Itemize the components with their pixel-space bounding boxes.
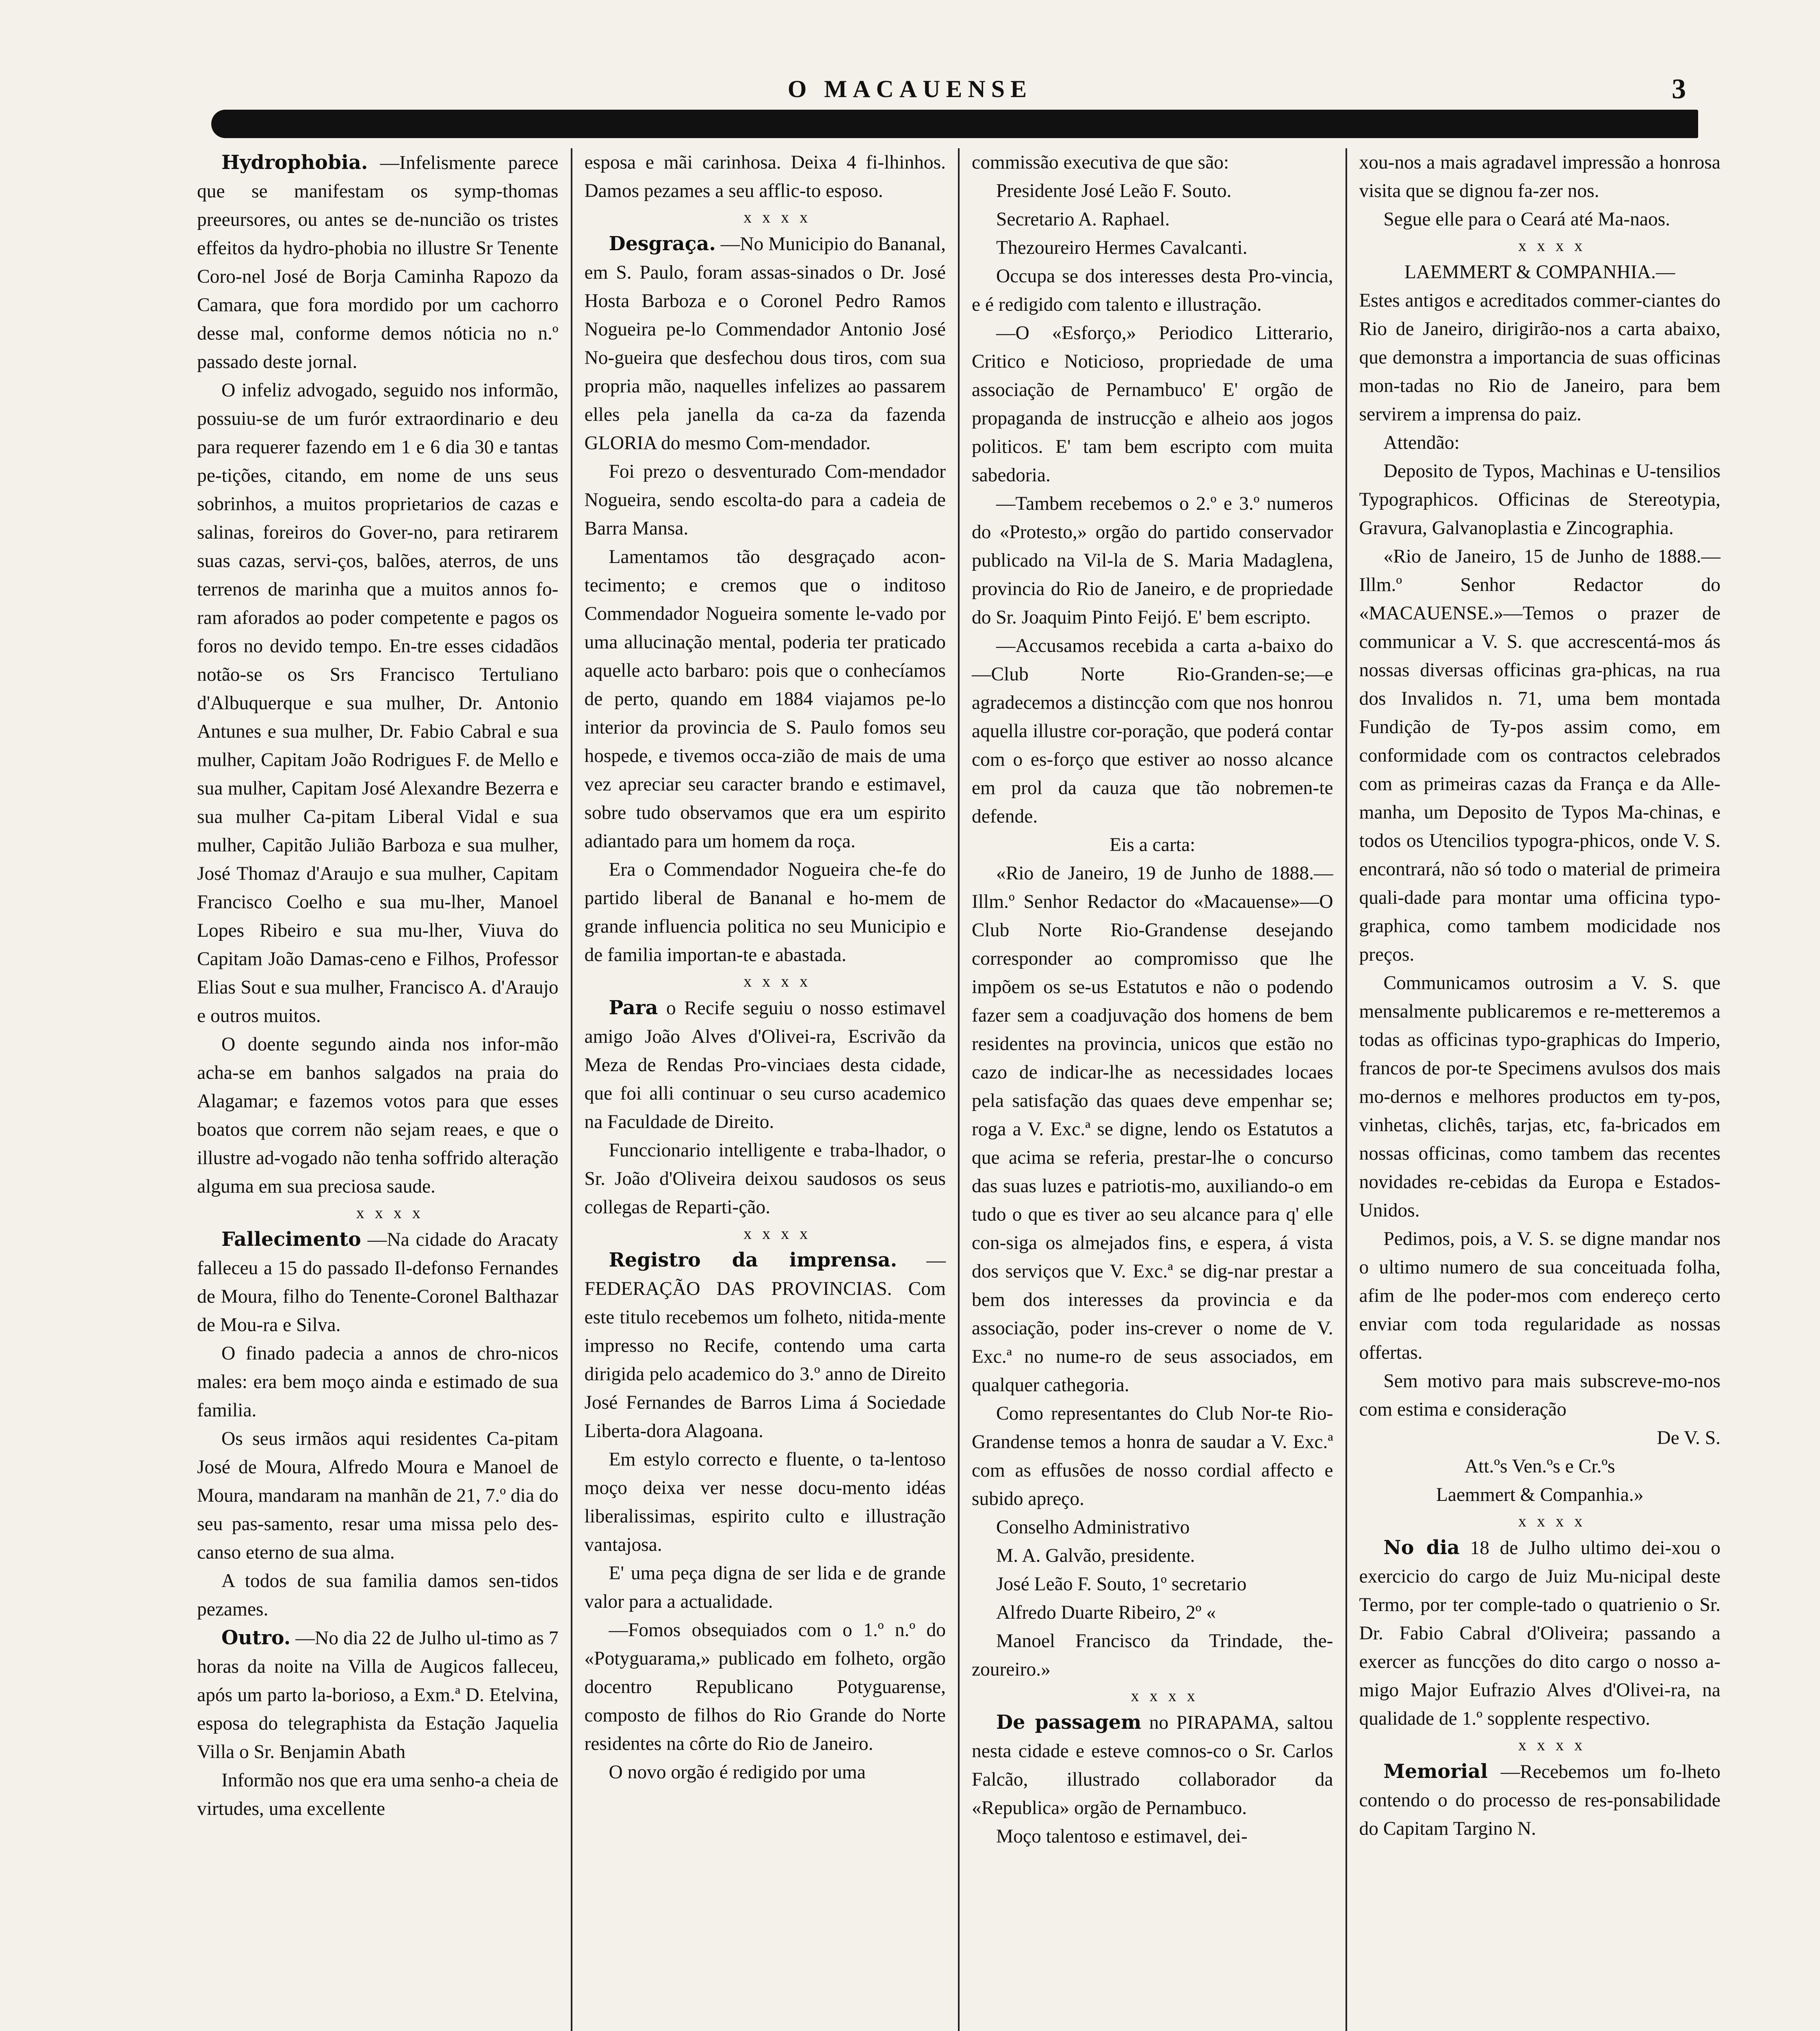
article-text: Eis a carta: <box>1109 834 1196 855</box>
article-paragraph <box>972 1822 1333 1851</box>
article-paragraph <box>585 1559 946 1616</box>
article-paragraph <box>1359 1452 1721 1481</box>
article-heading: Outro. <box>221 1626 291 1649</box>
column-1 <box>185 148 571 2031</box>
article-text: 18 de Julho ultimo dei-xou o exercicio do cargo de Juiz Mu-nicipal deste Termo, por ter comple-tado o quatrienio o Sr. Dr. Fabio Cabral d'Oliveira; passando a exercer as funcções do dito cargo o nosso a-migo Major Eufrazio Alves d'Olivei-ra, na qualidade de 1.º sopplente respectivo. <box>1359 1537 1721 1729</box>
newspaper-title: O MACAUENSE <box>787 76 1033 102</box>
article-text: O infeliz advogado, seguido nos informão, possuiu-se de um furór extraordinario e deu para requerer fazendo em 1 e 6 dia 30 e tantas pe-tições, citando, em nome de uns seus sobrinhos, a muitos proprietarios de cazas e salinas, foreiros do Gover-no, para retirarem suas cazas, servi-ços, balões, aterros, de uns terrenos de marinha que a muitos annos fo-ram aforados ao poder competente e pagos os foros no devido tempo. En-tre esses cidadãos notão-se os Srs Francisco Tertuliano d'Albuquerque e sua mulher, Dr. Antonio Antunes e sua mulher, Dr. Fabio Cabral e sua mulher, Capitam João Rodrigues F. de Mello e sua mulher, Capitam José Alexandre Bezerra e sua mulher Ca-pitam Liberal Vidal e sua mulher, Capitão Julião Barboza e sua mulher, José Thomaz d'Araujo e sua mulher, Capitam Francisco Coelho e sua mu-lher, Manoel Lopes Ribeiro e sua mu-lher, Viuva do Capitam João Damas-ceno e Filhos, Professor Elias Sout e sua mulher, Francisco A. d'Araujo e outros muitos. <box>197 380 559 1026</box>
article-text: Occupa se dos interesses desta Pro-vincia, e é redigido com talento e illustração. <box>972 266 1333 315</box>
section-separator: x x x x <box>356 1204 424 1222</box>
article-paragraph-with-heading <box>1359 1533 1721 1733</box>
article-text: Att.ºs Ven.ºs e Cr.ºs <box>1464 1456 1615 1477</box>
page-number: 3 <box>1672 74 1686 105</box>
article-text: A todos de sua familia damos sen-tidos pezames. <box>197 1570 559 1620</box>
section-separator: x x x x <box>743 1224 811 1243</box>
article-paragraph <box>585 1445 946 1559</box>
article-heading: No dia <box>1383 1536 1460 1559</box>
article-paragraph <box>1359 542 1721 969</box>
article-text: —Recebemos um fo-lheto contendo o do processo de res-ponsabilidade do Capitam Targino N. <box>1359 1761 1720 1839</box>
article-paragraph <box>972 1598 1333 1627</box>
article-paragraph <box>1359 1367 1721 1424</box>
article-paragraph-with-heading <box>1359 1757 1721 1843</box>
section-separator: x x x x <box>1518 1736 1586 1754</box>
article-paragraph <box>585 543 946 855</box>
article-text: O finado padecia a annos de chro-nicos males: era bem moço ainda e estimado de sua familia. <box>197 1343 559 1421</box>
article-heading: De passagem <box>996 1711 1142 1734</box>
article-text: Funccionario intelligente e traba-lhador, o Sr. João d'Oliveira deixou saudosos os seus collegas de Reparti-ção. <box>584 1140 946 1218</box>
article-paragraph <box>972 1570 1333 1598</box>
article-text: Como representantes do Club Nor-te Rio-Grandense temos a honra de saudar a V. Exc.ª com as effusões de nosso cordial affecto e subido apreço. <box>972 1403 1333 1509</box>
article-paragraph-with-heading <box>972 1708 1333 1822</box>
article-paragraph <box>1359 286 1721 429</box>
article-text: Informão nos que era uma senho-a cheia de virtudes, uma excellente <box>197 1770 559 1819</box>
article-paragraph <box>197 376 559 1030</box>
column-2 <box>571 148 958 2031</box>
article-paragraph <box>972 148 1333 177</box>
article-paragraph <box>972 831 1333 859</box>
article-heading: Hydrophobia. <box>221 151 368 174</box>
article-paragraph-with-heading <box>197 1624 559 1766</box>
article-paragraph <box>1359 148 1721 205</box>
article-paragraph <box>585 855 946 969</box>
article-text: «Rio de Janeiro, 15 de Junho de 1888.—Illm.º Senhor Redactor do «MACAUENSE.»—Temos o prazer de communicar a V. S. que accrescentá-mos ás nossas diversas officinas gra-phicas, na rua dos Invalidos n. 71, uma bem montada Fundição de Ty-pos assim como, em conformidade com os contractos celebrados com as primeiras cazas da França e da Alle-manha, um Deposito de Typos Ma-chinas, e todos os Utencilios typogra-phicos, onde V. S. encontrará, não só todo o material de primeira quali-dade para montar uma officina typo-graphica, como tambem modicidade nos preços. <box>1359 546 1720 965</box>
article-paragraph <box>972 205 1333 234</box>
article-paragraph <box>197 1339 559 1425</box>
article-paragraph <box>197 1766 559 1823</box>
article-paragraph-with-heading <box>197 1225 559 1339</box>
article-text: Moço talentoso e estimavel, dei- <box>996 1826 1248 1847</box>
article-paragraph-with-heading <box>585 994 946 1136</box>
article-text: Estes antigos e acreditados commer-ciantes do Rio de Janeiro, dirigirão-nos a carta abaixo, que demonstra a importancia de suas officinas mon-tadas no Rio de Janeiro, para bem servirem a imprensa do paiz. <box>1359 290 1720 425</box>
article-paragraph <box>585 148 946 205</box>
article-heading: Para <box>609 996 658 1019</box>
article-paragraph <box>585 1136 946 1221</box>
article-text: Thezoureiro Hermes Cavalcanti. <box>996 237 1248 258</box>
article-paragraph <box>1359 258 1721 286</box>
article-text: Sem motivo para mais subscreve-mo-nos com estima e consideração <box>1359 1371 1720 1420</box>
article-paragraph <box>1359 429 1721 457</box>
article-text: LAEMMERT & COMPANHIA.— <box>1404 262 1675 283</box>
article-paragraph <box>585 1758 946 1786</box>
article-paragraph-with-heading <box>585 1246 946 1445</box>
article-text: —Accusamos recebida a carta a-baixo do—Club Norte Rio-Granden-se;—e agradecemos a distincção com que nos honrou aquella illustre cor-poração, que poderá contar com o es-forço que estiver ao nosso alcance em prol da cauza que tão nobremen-te defende. <box>972 635 1333 827</box>
column-4 <box>1346 148 1733 2031</box>
article-heading: Registro da imprensa. <box>609 1249 897 1271</box>
section-separator: x x x x <box>743 972 811 990</box>
article-paragraph <box>197 1030 559 1201</box>
article-paragraph <box>1359 1424 1721 1452</box>
article-text: o Recife seguiu o nosso estimavel amigo João Alves d'Olivei-ra, Escrivão da Meza de Rendas Pro-vinciaes desta cidade, que foi alli continuar o seu curso academico na Faculdade de Direito. <box>584 998 946 1132</box>
article-text: Secretario A. Raphael. <box>996 209 1170 230</box>
article-text: Alfredo Duarte Ribeiro, 2º « <box>996 1602 1216 1623</box>
article-paragraph <box>197 1567 559 1624</box>
article-text: Em estylo correcto e fluente, o ta-lentoso moço deixa ver nesse docu-mento idéas liberalissimas, espirito culto e illustração vantajosa. <box>584 1449 946 1555</box>
article-paragraph <box>1359 457 1721 542</box>
article-text: esposa e mãi carinhosa. Deixa 4 fi-lhinhos. Damos pezames a seu afflic-to esposo. <box>584 152 946 201</box>
text-columns <box>185 148 1733 2031</box>
article-text: —No dia 22 de Julho ul-timo as 7 horas da noite na Villa de Augicos falleceu, após um parto la-borioso, a Exm.ª D. Etelvina, esposa do telegraphista da Estação Jaquelia Villa o Sr. Benjamin Abath <box>197 1628 559 1763</box>
article-text: —Infelismente parece que se manifestam os symp-thomas preeursores, ou antes se de-nuncião os tristes effeitos da hydro-phobia no illustre Sr Tenente Coro-nel José de Borja Caminha Rapozo da Camara, que fora mordido por um cachorro desse mal, conforme demos nóticia no n.º passado deste jornal. <box>197 152 559 372</box>
article-text: Conselho Administrativo <box>996 1517 1190 1538</box>
article-paragraph <box>972 234 1333 262</box>
article-text: M. A. Galvão, presidente. <box>996 1545 1195 1566</box>
article-heading: Memorial <box>1383 1760 1488 1783</box>
column-3 <box>958 148 1346 2031</box>
article-text: Deposito de Typos, Machinas e U-tensilios Typographicos. Officinas de Stereotypia, Gravura, Galvanoplastia e Zincographia. <box>1359 461 1720 539</box>
article-text: —Na cidade do Aracaty falleceu a 15 do passado Il-defonso Fernandes de Moura, filho do Tenente-Coronel Balthazar de Mou-ra e Silva. <box>197 1229 559 1336</box>
article-paragraph <box>972 1542 1333 1570</box>
article-text: O doente segundo ainda nos infor-mão acha-se em banhos salgados na praia do Alagamar; e fazemos votos para que esses boatos que correm não sejam reaes, e que o illustre ad-vogado não tenha soffrido alteração alguma em sua preciosa saude. <box>197 1034 559 1197</box>
article-paragraph <box>972 1513 1333 1542</box>
article-text: —Tambem recebemos o 2.º e 3.º numeros do «Protesto,» orgão do partido conservador publicado na Vil-la de S. Maria Madaglena, provincia do Rio de Janeiro, e de propriedade do Sr. Joaquim Pinto Feijó. E' bem escripto. <box>972 493 1333 628</box>
article-text: Foi prezo o desventurado Com-mendador Nogueira, sendo escolta-do para a cadeia de Barra Mansa. <box>584 461 946 539</box>
article-paragraph <box>1359 969 1721 1225</box>
article-text: — FEDERAÇÃO DAS PROVINCIAS. Com este titulo recebemos um folheto, nitida-mente impresso no Recife, contendo uma carta dirigida pelo academico do 3.º anno de Direito José Fernandes de Barros Lima á Sociedade Liberta-dora Alagoana. <box>584 1250 946 1442</box>
section-separator: x x x x <box>1131 1687 1198 1705</box>
article-text: no PIRAPAMA, saltou nesta cidade e esteve comnos-co o Sr. Carlos Falcão, illustrado collaborador da «Republica» orgão de Pernambuco. <box>972 1712 1333 1819</box>
article-paragraph <box>972 489 1333 632</box>
article-heading: Desgraça. <box>609 232 716 255</box>
article-text: —O «Esforço,» Periodico Litterario, Critico e Noticioso, propriedade de uma associação de Pernambuco' E' orgão de propaganda de instrucção e alheio aos jogos politicos. E' tam bem escripto com muita sabedoria. <box>972 323 1333 486</box>
article-text: E' uma peça digna de ser lida e de grande valor para a actualidade. <box>584 1563 946 1612</box>
article-paragraph <box>197 1425 559 1567</box>
article-paragraph <box>972 319 1333 489</box>
article-text: «Rio de Janeiro, 19 de Junho de 1888.—Illm.º Senhor Redactor do «Macauense»—O Club Norte Rio-Grandense desejando corresponder ao compromisso que lhe impõem os se-us Estatutos e não o podendo fazer sem a coadjuvação dos homens de bem residentes na provincia, unicos que estão no cazo de indicar-lhe as necessidades locaes pela satisfação das quaes deve empenhar se; roga a V. Exc.ª se digne, lendo os Estatutos a que acima se referia, prestar-lhe o concurso das suas luzes e patriotis-mo, auxiliando-o em tudo o que es tiver ao seu alcance para q' elle con-siga os almejados fins, e espera, á vista dos serviços que V. Exc.ª se dig-nar prestar a bem dos interesses da provincia e da associação, poder ins-crever o nome de V. Exc.ª no nume-ro de seus associados, em qualquer cathegoria. <box>972 863 1333 1396</box>
article-text: Attendão: <box>1383 432 1460 453</box>
article-text: Presidente José Leão F. Souto. <box>996 180 1232 201</box>
article-text: Era o Commendador Nogueira che-fe do partido liberal de Bananal e ho-mem de grande influencia politica no seu Municipio e de familia importan-te e abastada. <box>584 859 946 966</box>
article-paragraph <box>1359 1225 1721 1367</box>
section-separator: x x x x <box>1518 1512 1586 1530</box>
article-paragraph <box>972 1627 1333 1684</box>
article-paragraph <box>585 457 946 543</box>
article-text: Pedimos, pois, a V. S. se digne mandar nos o ultimo numero de sua conceituada folha, afim de lhe poder-mos com endereço certo enviar com toda regularidade as nossas offertas. <box>1359 1228 1720 1363</box>
section-separator: x x x x <box>1518 236 1586 255</box>
article-text: Lamentamos tão desgraçado acon-tecimento; e cremos que o inditoso Commendador Nogueira somente le-vado por uma allucinação mental, poderia ter praticado aquelle acto barbaro: pois que o conhecíamos de perto, quando em 1884 viajamos pe-lo interior da provincia de S. Paulo fomos seu hospede, e tivemos occa-zião de mais de uma vez apreciar seu caracter brando e estimavel, sobre tudo observamos que era um espirito adiantado para um homem da roça. <box>584 546 946 852</box>
article-paragraph <box>585 1616 946 1758</box>
article-text: —No Municipio do Bananal, em S. Paulo, foram assas-sinados o Dr. José Hosta Barboza e o Coronel Pedro Ramos Nogueira pe-lo Commendador Antonio José No-gueira que desfechou dous tiros, com sua propria mão, naquelles infelizes ao passarem elles pela janella da ca-za da fazenda GLORIA do mesmo Com-mendador. <box>584 234 946 454</box>
article-paragraph <box>1359 205 1721 234</box>
section-separator: x x x x <box>743 208 811 226</box>
article-paragraph <box>972 262 1333 319</box>
article-text: Os seus irmãos aqui residentes Ca-pitam José de Moura, Alfredo Moura e Manoel de Moura, mandaram na manhãn de 21, 7.º dia do seu pas-samento, resar uma missa pelo des-canso eterno de sua alma. <box>197 1428 559 1563</box>
article-text: Manoel Francisco da Trindade, the-zoureiro.» <box>972 1630 1333 1680</box>
article-text: De V. S. <box>1657 1427 1720 1449</box>
article-paragraph-with-heading <box>197 148 559 376</box>
article-paragraph <box>972 177 1333 205</box>
article-text: Communicamos outrosim a V. S. que mensalmente publicaremos e re-metteremos a todas as officinas typo-graphicas do Imperio, francos de por-te Specimens avulsos dos mais mo-dernos e melhores productos em ty-pos, vinhetas, clichês, tarjas, etc, fa-bricados em nossas officinas, como tambem das recentes novidades re-cebidas da Europa e Estados-Unidos. <box>1359 972 1720 1221</box>
article-paragraph-with-heading <box>585 230 946 457</box>
article-text: xou-nos a mais agradavel impressão a honrosa visita que se dignou fa-zer nos. <box>1359 152 1720 201</box>
article-heading: Fallecimento <box>221 1228 361 1251</box>
article-text: Segue elle para o Ceará até Ma-naos. <box>1383 209 1670 230</box>
article-paragraph <box>972 859 1333 1399</box>
article-text: —Fomos obsequiados com o 1.º n.º do «Potyguarama,» publicado em folheto, orgão docentro Republicano Potyguarense, composto de filhos do Rio Grande do Norte residentes na côrte do Rio de Janeiro. <box>584 1620 946 1754</box>
article-text: José Leão F. Souto, 1º secretario <box>996 1574 1247 1595</box>
article-text: O novo orgão é redigido por uma <box>609 1762 866 1783</box>
article-paragraph <box>972 1399 1333 1513</box>
article-text: commissão executiva de que são: <box>972 152 1229 173</box>
masthead-rule <box>211 110 1698 138</box>
article-paragraph <box>1359 1481 1721 1509</box>
article-paragraph <box>972 632 1333 831</box>
article-text: Laemmert & Companhia.» <box>1436 1484 1644 1505</box>
